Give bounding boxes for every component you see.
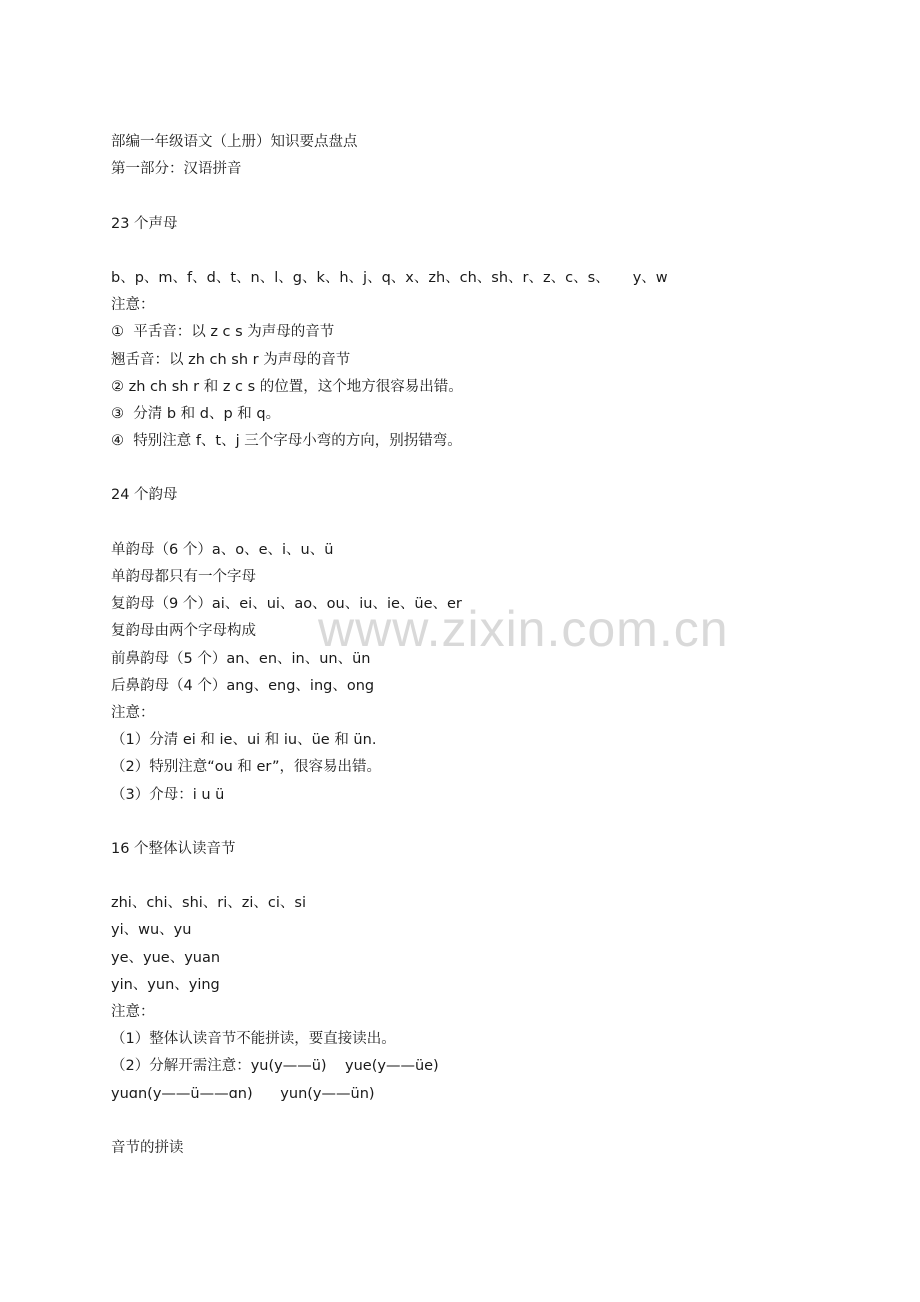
finals-line: 复韵母由两个字母构成: [111, 623, 256, 640]
spelling-heading: 音节的拼读: [111, 1139, 184, 1156]
finals-note-label: 注意：: [111, 704, 155, 721]
spacer: [111, 238, 811, 265]
finals-line: 后鼻韵母（4 个）ang、eng、ing、ong: [111, 677, 375, 694]
syllables-heading: 16 个整体认读音节: [111, 840, 236, 857]
initials-note: ③ 分清 b 和 d、p 和 q。: [111, 405, 281, 422]
syllables-note: （1）整体认读音节不能拼读，要直接读出。: [111, 1031, 396, 1048]
initials-note-label: 注意：: [111, 297, 155, 314]
initials-note: ② zh ch sh r 和 z c s 的位置，这个地方很容易出错。: [111, 378, 463, 395]
syllables-line: yin、yun、ying: [111, 976, 220, 993]
finals-note: （1）分清 ei 和 ie、ui 和 iu、üe 和 ün.: [111, 732, 377, 749]
finals-line: 前鼻韵母（5 个）an、en、in、un、ün: [111, 650, 371, 667]
document-title: 部编一年级语文（上册）知识要点盘点: [111, 134, 358, 150]
syllables-line: yi、wu、yu: [111, 922, 192, 939]
finals-heading: 24 个韵母: [111, 487, 178, 504]
syllables-note: yuɑn(y——ü——ɑn) yun(y——ün): [111, 1085, 375, 1102]
initials-note: ④ 特别注意 f、t、j 三个字母小弯的方向，别拐错弯。: [111, 433, 462, 450]
part-heading: 第一部分：汉语拼音: [111, 161, 242, 178]
finals-line: 单韵母都只有一个字母: [111, 569, 256, 585]
initials-list: b、p、m、f、d、t、n、l、g、k、h、j、q、x、zh、ch、sh、r、z、c、s、 y、w: [111, 269, 668, 286]
spacer: [111, 809, 811, 836]
finals-note: （3）介母：i u ü: [111, 786, 225, 803]
initials-note: ① 平舌音：以 z c s 为声母的音节: [111, 324, 335, 341]
initials-heading: 23 个声母: [111, 215, 178, 232]
spacer: [111, 510, 811, 537]
finals-line: 复韵母（9 个）ai、ei、ui、ao、ou、iu、ie、üe、er: [111, 596, 462, 613]
finals-line: 单韵母（6 个）a、o、e、i、u、ü: [111, 541, 334, 558]
spacer: [111, 183, 811, 210]
spacer: [111, 455, 811, 482]
initials-note: 翘舌音：以 zh ch sh r 为声母的音节: [111, 351, 351, 368]
spacer: [111, 1108, 811, 1135]
syllables-line: zhi、chi、shi、ri、zi、ci、si: [111, 895, 307, 912]
syllables-note-label: 注意：: [111, 1004, 155, 1020]
spacer: [111, 863, 811, 890]
syllables-note: （2）分解开需注意：yu(y——ü) yue(y——üe): [111, 1058, 439, 1075]
finals-note: （2）特别注意“ou 和 er”，很容易出错。: [111, 759, 382, 776]
syllables-line: ye、yue、yuan: [111, 949, 221, 966]
watermark: www.zixin.com.cn: [318, 601, 729, 657]
